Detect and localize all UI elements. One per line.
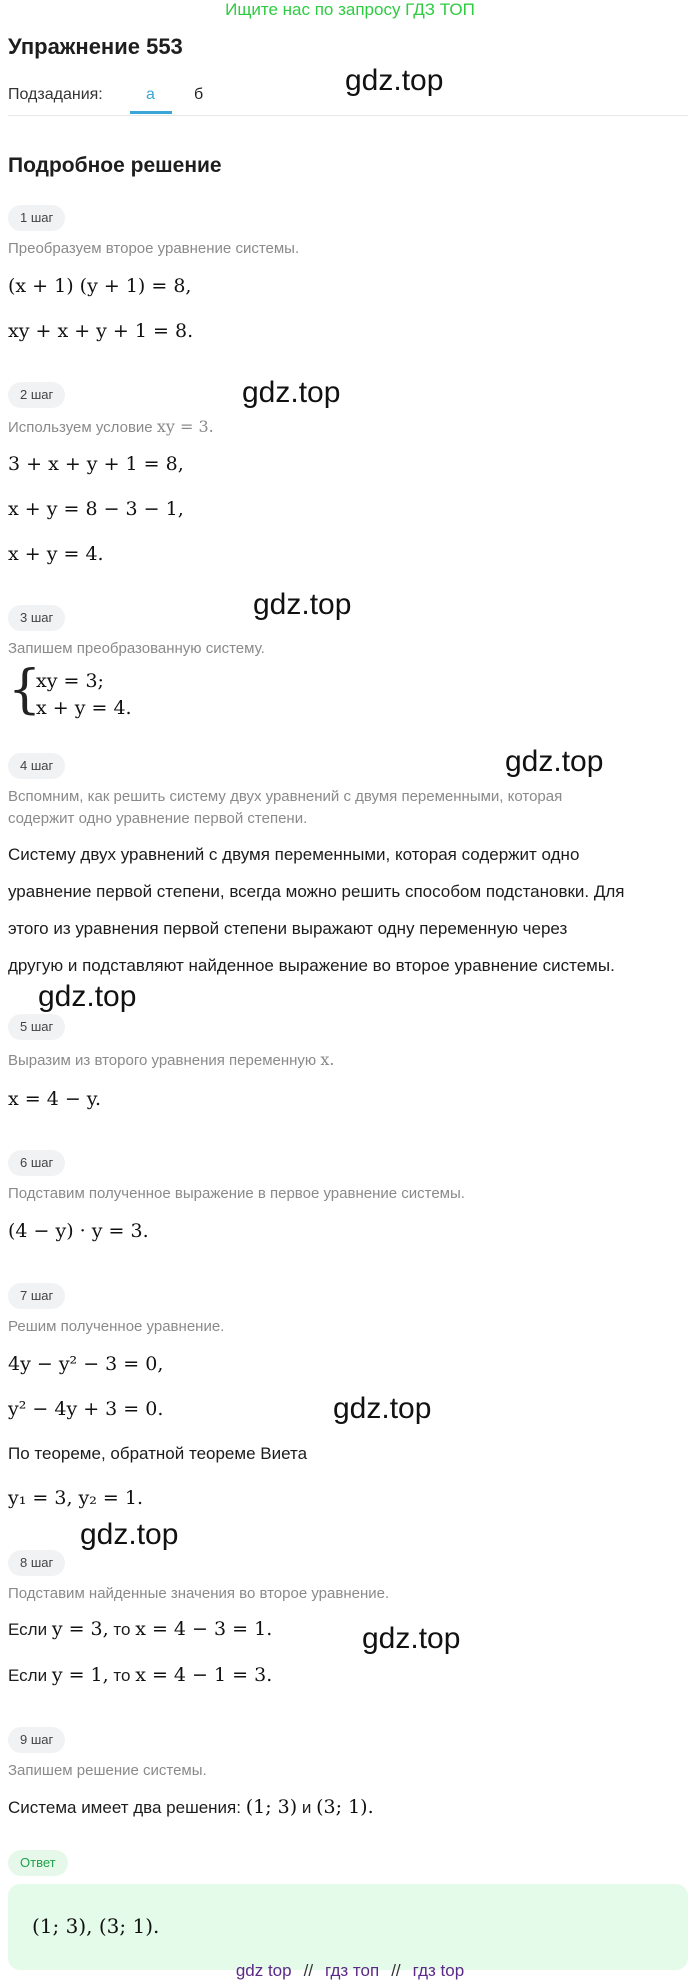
hint-text: Используем условие	[8, 419, 153, 436]
hint-math: x.	[320, 1050, 335, 1069]
step-badge: 4 шаг	[8, 753, 65, 779]
solution-text: Система имеет два решения:	[8, 1798, 241, 1817]
step-hint: содержит одно уравнение первой степени.	[8, 810, 308, 827]
divider	[8, 115, 688, 116]
watermark: gdz.top	[80, 1518, 179, 1551]
footer-link[interactable]: гдз топ	[325, 1961, 380, 1980]
watermark: gdz.top	[505, 745, 604, 778]
step-hint	[8, 1050, 334, 1069]
subtasks-label: Подзадания:	[8, 86, 103, 103]
footer-separator: //	[391, 1961, 401, 1980]
case-line	[8, 1618, 272, 1640]
step-hint: Решим полученное уравнение.	[8, 1318, 225, 1335]
math-line: x + y = 4.	[8, 543, 104, 565]
solution-math: (1; 3)	[245, 1796, 298, 1818]
body-text: уравнение первой степени, всегда можно решить способом подстановки. Для	[8, 882, 625, 901]
step-badge: 9 шаг	[8, 1727, 65, 1753]
step-badge: 5 шаг	[8, 1014, 65, 1040]
case-text: Если	[8, 1620, 48, 1639]
footer-separator: //	[303, 1961, 314, 1980]
top-banner: Ищите нас по запросу ГДЗ ТОП	[225, 0, 475, 19]
watermark: gdz.top	[333, 1392, 432, 1425]
answer-value: (1; 3), (3; 1).	[32, 1914, 160, 1938]
body-text: Систему двух уравнений с двумя переменными, которая содержит одно	[8, 845, 580, 864]
math-line: (x + 1) (y + 1) = 8,	[8, 275, 192, 297]
body-text: другую и подставляют найденное выражение во второе уравнение системы.	[8, 956, 615, 975]
math-line: 4y − y² − 3 = 0,	[8, 1353, 164, 1375]
answer-badge: Ответ	[8, 1850, 68, 1876]
step-hint: Подставим полученное выражение в первое уравнение системы.	[8, 1185, 465, 1202]
body-text: этого из уравнения первой степени выражают одну переменную через	[8, 919, 568, 938]
case-text: то	[113, 1666, 131, 1685]
step-hint: Преобразуем второе уравнение системы.	[8, 240, 300, 257]
math-line: (4 − y) · y = 3.	[8, 1220, 149, 1242]
solution-math: (3; 1).	[316, 1796, 374, 1818]
equation-system	[8, 660, 308, 726]
step-hint: Запишем решение системы.	[8, 1762, 207, 1779]
system-row: xy = 3;	[36, 670, 104, 692]
solution-line	[8, 1796, 374, 1818]
hint-math: xy = 3.	[156, 417, 214, 436]
step-badge: 1 шаг	[8, 205, 65, 231]
footer-link[interactable]: гдз top	[412, 1961, 465, 1980]
step-badge: 2 шаг	[8, 382, 65, 408]
watermark: gdz.top	[242, 376, 341, 409]
solution-text: и	[301, 1798, 312, 1817]
case-math: x = 4 − 1 = 3.	[135, 1664, 273, 1686]
step-hint: Запишем преобразованную систему.	[8, 640, 265, 657]
math-line: y² − 4y + 3 = 0.	[8, 1398, 164, 1420]
step-badge: 7 шаг	[8, 1283, 65, 1309]
step-hint: Вспомним, как решить систему двух уравнений с двумя переменными, которая	[8, 788, 563, 805]
body-text: По теореме, обратной теореме Виета	[8, 1444, 308, 1463]
tab-active-indicator	[130, 111, 172, 114]
case-math: y = 3,	[51, 1618, 109, 1640]
tab-a[interactable]: а	[146, 86, 155, 103]
section-title: Подробное решение	[8, 154, 222, 177]
case-line	[8, 1664, 272, 1686]
step-badge: 3 шаг	[8, 605, 65, 631]
case-math: x = 4 − 3 = 1.	[135, 1618, 273, 1640]
system-row: x + y = 4.	[36, 697, 132, 719]
case-text: то	[113, 1620, 131, 1639]
page-title: Упражнение 553	[8, 34, 183, 59]
watermark: gdz.top	[253, 588, 352, 621]
math-line: y₁ = 3, y₂ = 1.	[8, 1487, 143, 1509]
watermark: gdz.top	[362, 1622, 461, 1655]
math-line: x = 4 − y.	[8, 1088, 102, 1110]
footer-link[interactable]: gdz top	[235, 1961, 292, 1980]
answer-box	[8, 1884, 688, 1970]
math-line: 3 + x + y + 1 = 8,	[8, 453, 184, 475]
tab-b[interactable]: б	[194, 86, 204, 103]
math-line: x + y = 8 − 3 − 1,	[8, 498, 184, 520]
hint-text: Выразим из второго уравнения переменную	[8, 1052, 317, 1069]
case-text: Если	[8, 1666, 48, 1685]
watermark: gdz.top	[38, 980, 137, 1013]
brace-icon: {	[8, 660, 42, 720]
watermark: gdz.top	[345, 64, 444, 97]
footer-links	[0, 1961, 700, 1981]
case-math: y = 1,	[51, 1664, 109, 1686]
step-badge: 6 шаг	[8, 1150, 65, 1176]
step-hint: Подставим найденные значения во второе уравнение.	[8, 1585, 390, 1602]
math-line: xy + x + y + 1 = 8.	[8, 320, 194, 342]
step-badge: 8 шаг	[8, 1550, 65, 1576]
step-hint	[8, 417, 214, 436]
